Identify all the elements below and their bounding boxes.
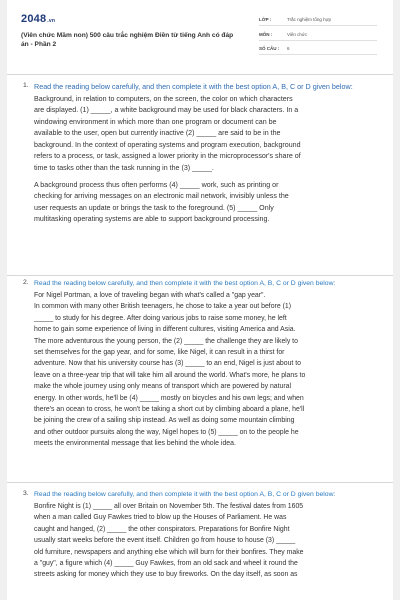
meta-value: 6 [287,46,290,51]
meta-value: Viên chức [287,32,308,37]
question-number: 2. [23,279,29,286]
question-number: 1. [23,82,29,89]
meta-label: SỐ CÂU : [259,46,280,51]
meta-underline [259,54,377,55]
meta-label: MÔN : [259,32,273,37]
site-logo[interactable] [21,13,55,25]
meta-underline [259,40,377,41]
question-instruction: Read the reading below carefully, and then complete it with the best option A, B, C or D given below: [34,491,336,498]
section-divider [7,74,393,75]
passage-paragraph: A background process thus often performs (4) _____ work, such as printing or checking for arriving messages on an electronic mail network, invisibly unless the user requests an update or brings the task to the foreground. (5) _____ Only multitasking operating systems are able to support background processing. [34,180,289,224]
question-instruction: Read the reading below carefully, and then complete it with the best option A, B, C or D given below: [34,82,353,91]
logo-main: 2048 [21,13,47,25]
passage-paragraph: Background, in relation to computers, on the screen, the color on which characters are displayed. (1) _____, a white background may be used for black characters. In a windowing environment in which more than one program or document can be available to the user, open but currently inactive (2) _____ are said to be in the background. In the context of operating systems and program execution, background refers to a process, or task, assigned a lower priority in the microprocessor's share of time to tasks other than the task running in the (3) _____. [34,94,301,173]
question-instruction: Read the reading below carefully, and then complete it with the best option A, B, C or D given below: [34,280,336,287]
meta-label: LỚP : [259,17,272,22]
document-page [7,0,393,600]
question-3 [23,490,379,581]
meta-value: Trắc nghiệm tổng hợp [287,17,332,22]
passage-paragraph: For Nigel Portman, a love of traveling began with what's called a "gap year". In common with many other British teenagers, he chose to take a year out before (1) _____ to study for his degree. After doing various jobs to raise some money, he left home to gain some experience of living in different cultures, visiting America and Asia. The more adventurous the young person, the (2) _____ the challenge they are likely to set themselves for the gap year, and for some, like Nigel, it can result in a thirst for adventure. Now that his university course has (3) _____ to an end, Nigel is just about to leave on a three-year trip that will take him all around the world. What's more, he plans to make the whole journey using only means of transport which are powered by natural energy. In other words, he'll be (4) _____ mostly on bicycles and his own legs; and when there's an ocean to cross, he won't be taking a short cut by climbing aboard a plane, he'll be joining the crew of a sailing ship instead. As well as doing some mountain climbing and other outdoor pursuits along the way, Nigel hopes to (5) _____ on to the people he meets the environmental message that lies behind the whole idea. [34,292,306,448]
meta-underline [259,25,377,26]
document-title: (Viên chức Mầm non) 500 câu trắc nghiệm Điền từ tiếng Anh có đáp án - Phần 2 [21,32,234,48]
question-2 [23,279,379,450]
page-header [7,0,393,62]
section-divider [7,482,393,483]
section-divider [7,275,393,276]
question-1 [23,82,379,226]
logo-suffix: .vn [47,18,56,24]
passage-paragraph: Bonfire Night is (1) _____ all over Britain on November 5th. The festival dates from 1605 when a man called Guy Fawkes tried to blow up the Houses of Parliament. He was caught and hanged, (2) _____ the other conspirators. Preparations for Bonfire Night usually start weeks before the event itself. Children go from house to house (3) _____ old furniture, newspapers and anything else which will burn for their bonfires. They make a "guy", a figure which (4) _____ Guy Fawkes, from an old sack and wheel it round the streets asking for money which they use to buy fireworks. On the day itself, as soon as [34,503,304,579]
question-number: 3. [23,490,29,497]
